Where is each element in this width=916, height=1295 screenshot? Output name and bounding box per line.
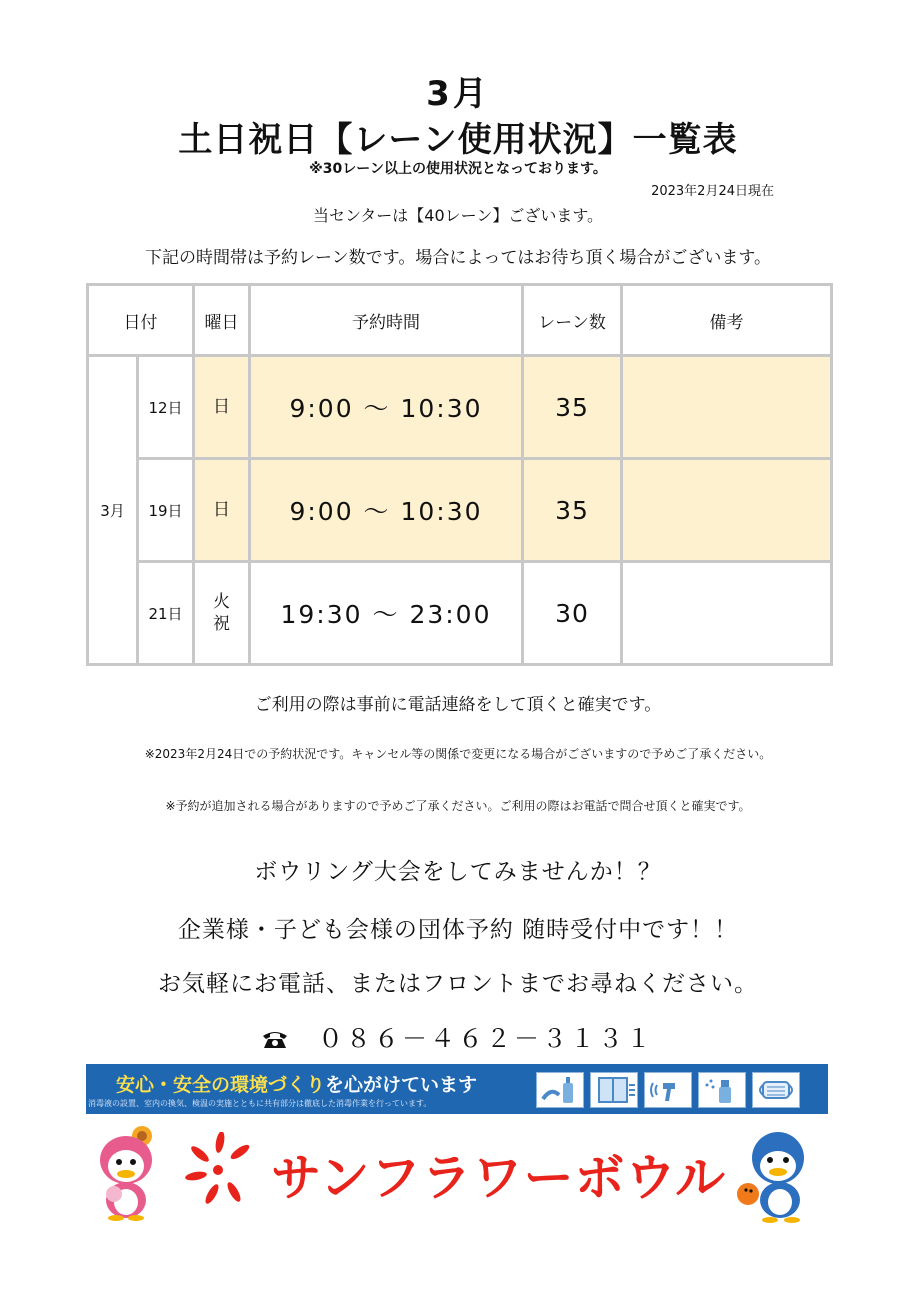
safety-headline-accent: 安心・安全の環境づくり	[116, 1074, 326, 1096]
weekday-line-2: 祝	[213, 614, 230, 634]
header-lanes: レーン数	[523, 285, 622, 356]
lanes-cell: 35	[523, 459, 622, 562]
mascot-sunflower-icon	[92, 1122, 164, 1226]
promo-line-3: お気軽にお電話、またはフロントまでお尋ねください。	[158, 971, 758, 997]
spray-icon	[698, 1072, 746, 1108]
as-of-date: 2023年2月24日現在	[651, 184, 774, 199]
telephone-icon	[262, 1026, 288, 1046]
brand-footer	[86, 1120, 828, 1230]
weekday-line-1: 火	[213, 592, 230, 612]
header-time: 予約時間	[250, 285, 523, 356]
reserved-note: 下記の時間帯は予約レーン数です。場合によってはお待ち頂く場合がございます。	[145, 248, 771, 268]
promo-line-1: ボウリング大会をしてみませんか！？	[254, 859, 662, 885]
safety-headline	[116, 1070, 477, 1097]
subtitle: ※30レーン以上の使用状況となっております。	[309, 161, 607, 177]
table-header-row	[88, 285, 832, 356]
mascot-penguin-icon	[734, 1124, 814, 1228]
day-cell: 12日	[138, 356, 194, 459]
page-title: 土日祝日【レーン使用状況】一覧表	[178, 120, 738, 160]
remarks-cell	[622, 356, 832, 459]
weekday-cell	[194, 562, 250, 665]
lanes-cell: 35	[523, 356, 622, 459]
lane-schedule-table	[86, 283, 833, 666]
table-row	[88, 459, 832, 562]
safety-description: 消毒液の設置、室内の換気、検温の実施とともに共有部分は徹底した消毒作業を行っています。	[88, 1099, 432, 1108]
remarks-cell	[622, 459, 832, 562]
header-date: 日付	[88, 285, 194, 356]
additional-reservation-note: ※予約が追加される場合がありますので予めご了承ください。ご利用の際はお電話で問合せ頂くと確実です。	[165, 799, 751, 813]
hand-sanitizer-icon	[536, 1072, 584, 1108]
mask-icon	[752, 1072, 800, 1108]
sunflower-logo-icon	[182, 1132, 262, 1212]
time-cell: 9:00 〜 10:30	[250, 356, 523, 459]
weekday-cell: 日	[194, 356, 250, 459]
remarks-cell	[622, 562, 832, 665]
phone-number[interactable]: ０８６－４６２－３１３１	[317, 1024, 654, 1053]
promo-line-2: 企業様・子ども会様の団体予約 随時受付中です！！	[177, 917, 739, 943]
time-cell: 19:30 〜 23:00	[250, 562, 523, 665]
table-row	[88, 562, 832, 665]
lane-info: 当センターは【40レーン】ございます。	[312, 206, 604, 225]
time-cell: 9:00 〜 10:30	[250, 459, 523, 562]
thermometer-icon	[644, 1072, 692, 1108]
day-cell: 21日	[138, 562, 194, 665]
header-weekday: 曜日	[194, 285, 250, 356]
window-ventilation-icon	[590, 1072, 638, 1108]
day-cell: 19日	[138, 459, 194, 562]
month-cell: 3月	[88, 356, 138, 665]
header-remarks: 備考	[622, 285, 832, 356]
safety-headline-rest: を心がけています	[325, 1074, 478, 1096]
confirm-note: ご利用の際は事前に電話連絡をして頂くと確実です。	[254, 695, 662, 715]
brand-name: サンフラワーボウル	[271, 1149, 726, 1207]
lanes-cell: 30	[523, 562, 622, 665]
weekday-cell: 日	[194, 459, 250, 562]
phone-row	[0, 1019, 916, 1055]
reservation-status-note: ※2023年2月24日での予約状況です。キャンセル等の関係で変更になる場合がございますので予めご了承ください。	[144, 747, 772, 761]
safety-banner	[86, 1064, 828, 1114]
table-row	[88, 356, 832, 459]
month-title: 3月	[426, 74, 490, 114]
